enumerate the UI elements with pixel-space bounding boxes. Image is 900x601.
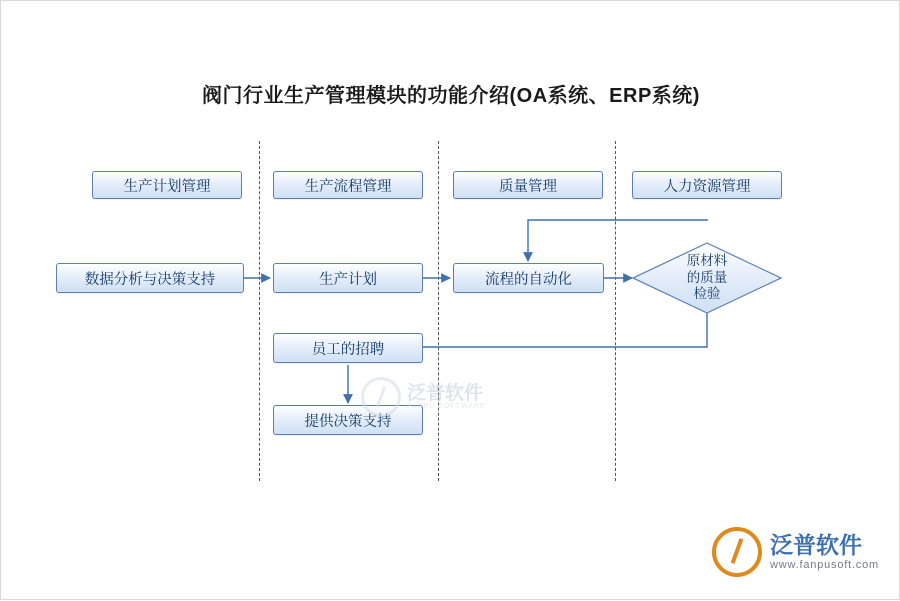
column-divider-3 — [615, 141, 616, 481]
column-header-label: 人力资源管理 — [663, 178, 751, 195]
node-material-quality-check[interactable] — [632, 242, 782, 314]
column-header-hr-mgmt[interactable] — [632, 171, 782, 199]
column-divider-1 — [259, 141, 260, 481]
node-label: 数据分析与决策支持 — [84, 271, 216, 288]
page-title: 阀门行业生产管理模块的功能介绍(OA系统、ERP系统) — [202, 85, 700, 107]
node-label: 流程的自动化 — [485, 271, 572, 288]
brand-name: 泛普软件 — [770, 532, 863, 559]
center-watermark — [361, 373, 551, 421]
column-header-production-plan-mgmt[interactable] — [92, 171, 242, 199]
node-label: 生产计划 — [319, 271, 377, 288]
watermark-logo-icon — [361, 377, 401, 417]
column-divider-2 — [438, 141, 439, 481]
brand-logo-icon — [712, 527, 762, 577]
column-header-label: 质量管理 — [499, 178, 557, 195]
brand-watermark — [712, 527, 879, 577]
watermark-subtitle: FANPU SOFTWARE — [407, 403, 486, 411]
node-employee-recruitment[interactable] — [273, 333, 423, 363]
column-header-label: 生产流程管理 — [304, 178, 392, 195]
brand-url: www.fanpusoft.com — [770, 558, 879, 571]
column-header-production-process-mgmt[interactable] — [273, 171, 423, 199]
node-label: 员工的招聘 — [311, 341, 385, 358]
node-label: 提供决策支持 — [304, 413, 392, 430]
node-data-analysis[interactable] — [56, 263, 244, 293]
watermark-name: 泛普软件 — [407, 382, 484, 404]
node-production-plan[interactable] — [273, 263, 423, 293]
node-label-line1: 原材料 — [686, 252, 728, 268]
column-header-quality-mgmt[interactable] — [453, 171, 603, 199]
column-header-label: 生产计划管理 — [123, 178, 211, 195]
node-label-line3: 检验 — [693, 286, 721, 302]
node-label-line2: 的质量 — [686, 269, 728, 285]
node-process-automation[interactable] — [453, 263, 604, 293]
